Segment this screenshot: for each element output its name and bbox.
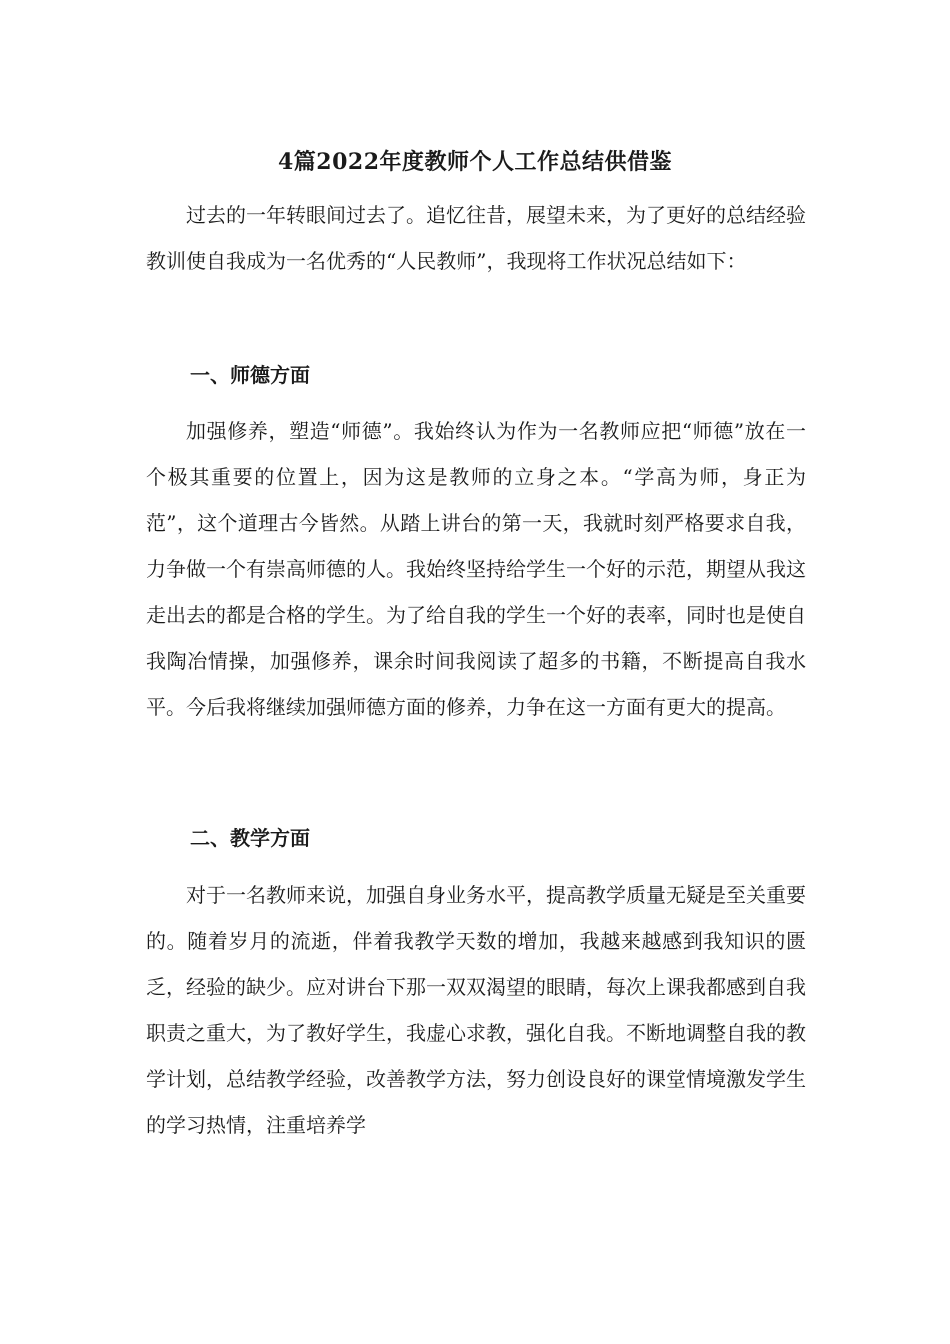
- section-paragraph-ethics: 加强修养，塑造“师德”。我始终认为作为一名教师应把“师德”放在一个极其重要的位置上，因为这是教师的立身之本。“学高为师，身正为范”，这个道理古今皆然。从踏上讲台的第一天，我就时刻严格要求自我，力争做一个有崇高师德的人。我始终坚持给学生一个好的示范，期望从我这走出去的都是合格的学生。为了给自我的学生一个好的表率，同时也是使自我陶冶情操，加强修养，课余时间我阅读了超多的书籍，不断提高自我水平。今后我将继续加强师德方面的修养，力争在这一方面有更大的提高。: [146, 419, 806, 719]
- section-heading-ethics: 一、师德方面: [190, 363, 310, 387]
- section-heading-teaching: 二、教学方面: [190, 826, 310, 850]
- section-paragraph-teaching: 对于一名教师来说，加强自身业务水平，提高教学质量无疑是至关重要的。随着岁月的流逝，伴着我教学天数的增加，我越来越感到我知识的匮乏，经验的缺少。应对讲台下那一双双渴望的眼睛，每次上课我都感到自我职责之重大，为了教好学生，我虚心求教，强化自我。不断地调整自我的教学计划，总结教学经验，改善教学方法，努力创设良好的课堂情境激发学生的学习热情，注重培养学: [146, 883, 806, 1137]
- document-title: 4篇2022年度教师个人工作总结供借鉴: [277, 149, 673, 175]
- intro-paragraph: 过去的一年转眼间过去了。追忆往昔，展望未来，为了更好的总结经验教训使自我成为一名优秀的“人民教师”，我现将工作状况总结如下：: [146, 203, 806, 273]
